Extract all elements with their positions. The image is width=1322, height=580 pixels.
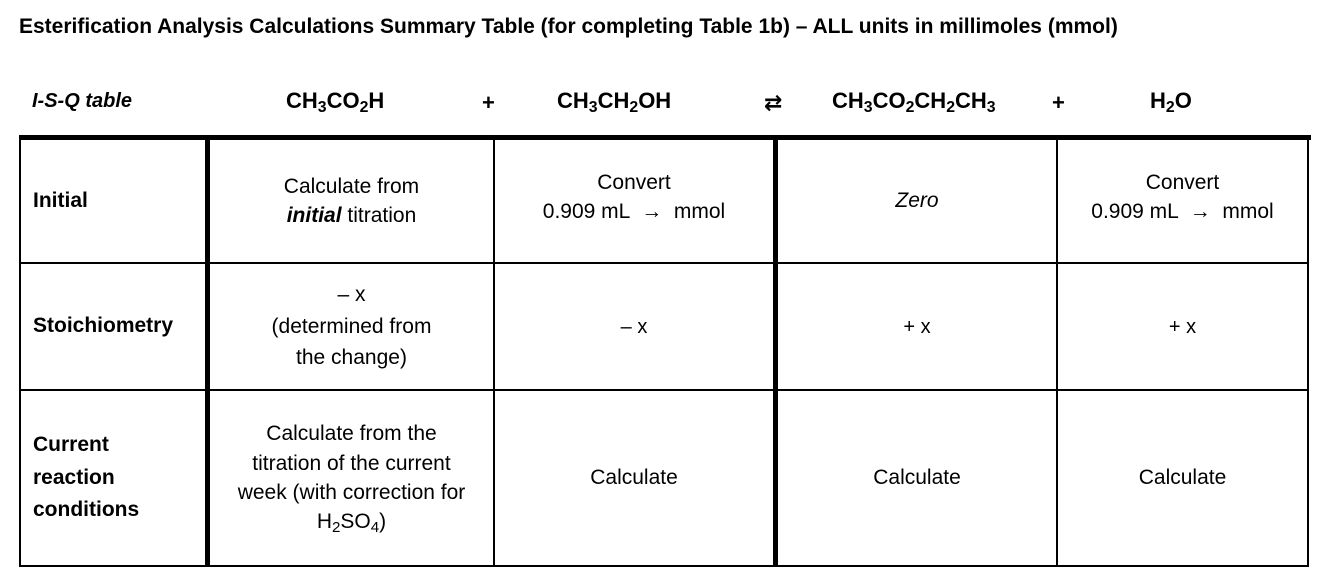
sulfuric-acid-formula: $H_2SO_4$) <box>316 510 387 537</box>
cell-stoich-ethanol: – x <box>620 315 648 338</box>
cell-initial-acid: Calculate from initial titration <box>283 174 420 227</box>
species-ethanol: $CH_3CH_2OH$ <box>557 88 672 116</box>
table-bottom-border <box>19 565 1309 567</box>
cell-initial-water: Convert 0.909 mL → mmol <box>1091 170 1274 223</box>
isq-table-label: I-S-Q table <box>32 90 133 112</box>
species-ethyl-acetate: $CH_3CO_2CH_2CH_3$ <box>832 88 996 116</box>
cell-current-ester: Calculate <box>873 466 961 490</box>
plus-sign: + <box>1052 90 1065 115</box>
cell-current-ethanol: Calculate <box>590 466 678 490</box>
row-label-initial: Initial <box>33 188 88 212</box>
page-title: Esterification Analysis Calculations Summary Table (for completing Table 1b) – ALL units in millimoles (mmol) <box>19 15 1118 38</box>
cell-current-acid: Calculate from the titration of the current week (with correction for $H_2SO_4$) <box>237 422 466 537</box>
row-label-stoichiometry: Stoichiometry <box>33 314 174 338</box>
table-right-border <box>1307 138 1309 567</box>
species-water: $H_2O$ <box>1150 88 1192 116</box>
cell-stoich-acid: – x (determined from the change) <box>271 283 432 370</box>
species-acetic-acid: $CH_3CO_2H$ <box>286 88 385 116</box>
cell-stoich-ester: + x <box>903 315 931 338</box>
plus-sign: + <box>482 90 495 115</box>
equilibrium-arrows-icon: ⇄ <box>764 90 783 115</box>
row-label-current: Current reaction conditions <box>33 433 140 522</box>
cell-initial-ethanol: Convert 0.909 mL → mmol <box>542 170 726 223</box>
cell-initial-ester: Zero <box>895 189 939 213</box>
table-left-border <box>19 138 21 567</box>
cell-current-water: Calculate <box>1138 466 1227 490</box>
cell-stoich-water: + x <box>1168 315 1197 338</box>
